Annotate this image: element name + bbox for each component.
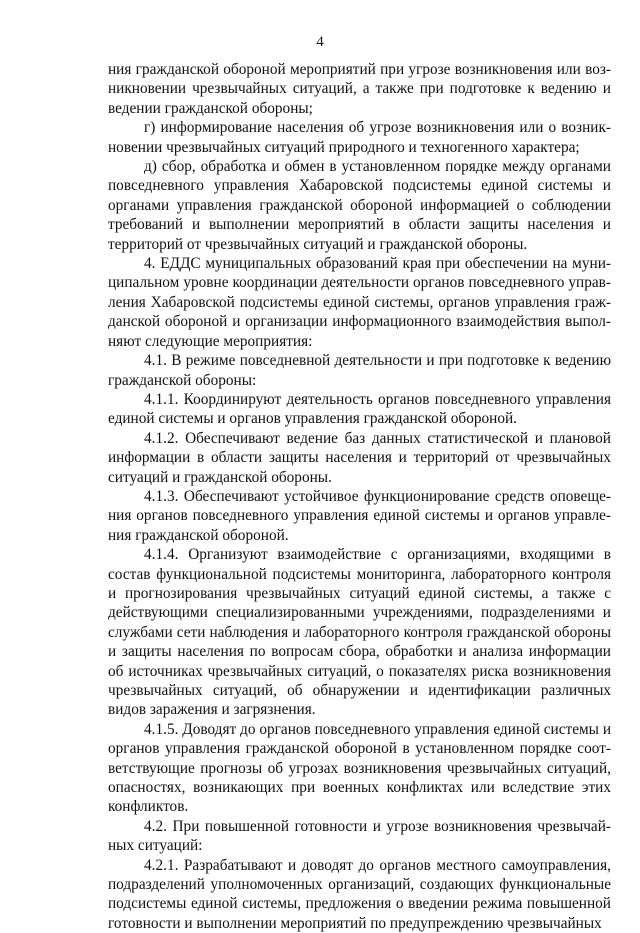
paragraph: 4.1.3. Обеспечивают устойчивое функционирование средств оповещения органов повседневного управления единой системы и органов управления гражданской обороной.: [108, 487, 611, 544]
paragraph: 4.2. При повышенной готовности и угрозе возникновения чрезвычайных ситуаций:: [108, 817, 611, 855]
document-body: [108, 60, 611, 933]
paragraph: 4.1.2. Обеспечивают ведение баз данных статистической и плановой информации в области защиты населения и территорий от чрезвычайных ситуаций и гражданской обороны.: [108, 429, 611, 486]
paragraph: 4.2.1. Разрабатывают и доводят до органов местного самоуправления, подразделений уполномоченных организаций, создающих функциональные подсистемы единой системы, предложения о введении режима повышенной готовности и выполнении мероприятий по предупреждению чрезвычайных: [108, 856, 611, 932]
paragraph: д) сбор, обработка и обмен в установленном порядке между органами повседневного управления Хабаровской подсистемы единой системы и органами управления гражданской обороной информацией о соблюдении требований и выполнении мероприятий в области защиты населения и территорий от чрезвычайных ситуаций и гражданской обороны.: [108, 158, 611, 253]
paragraph: ния гражданской обороной мероприятий при угрозе возникновения или возникновении чрезвычайных ситуаций, а также при подготовке к ведению и ведении гражданской обороны;: [108, 61, 611, 117]
paragraph: 4.1.4. Организуют взаимодействие с организациями, входящими в состав функциональной подсистемы мониторинга, лабораторного контроля и прогнозирования чрезвычайных ситуаций единой системы, а также с действующими специализированными учреждениями, подразделениями и службами сети наблюдения и лабораторного контроля гражданской обороны и защиты населения по вопросам сбора, обработки и анализа информации об источниках чрезвычайных ситуаций, о показателях риска возникновения чрезвычайных ситуаций, об обнаружении и идентификации различных видов заражения и загрязнения.: [108, 546, 611, 719]
paragraph: 4.1. В режиме повседневной деятельности и при подготовке к ведению гражданской обороны:: [108, 352, 611, 389]
paragraph: 4.1.5. Доводят до органов повседневного управления единой системы и органов управления гражданской обороной в установленном порядке соответствующие прогнозы об угрозах возникновения чрезвычайных ситуаций, опасностях, возникающих при военных конфликтах или вследствие этих конфликтов.: [108, 720, 611, 816]
paragraph: г) информирование населения об угрозе возникновения или о возникновении чрезвычайных ситуаций природного и техногенного характера;: [108, 119, 611, 156]
paragraph: 4. ЕДДС муниципальных образований края при обеспечении на муниципальном уровне координации деятельности органов повседневного управления Хабаровской подсистемы единой системы, органов управления гражданской обороной и организации информационного взаимодействия выполняют следующие мероприятия:: [108, 255, 611, 350]
page-number: 4: [316, 34, 324, 50]
paragraph: 4.1.1. Координируют деятельность органов повседневного управления единой системы и органов управления гражданской обороной.: [108, 390, 611, 428]
